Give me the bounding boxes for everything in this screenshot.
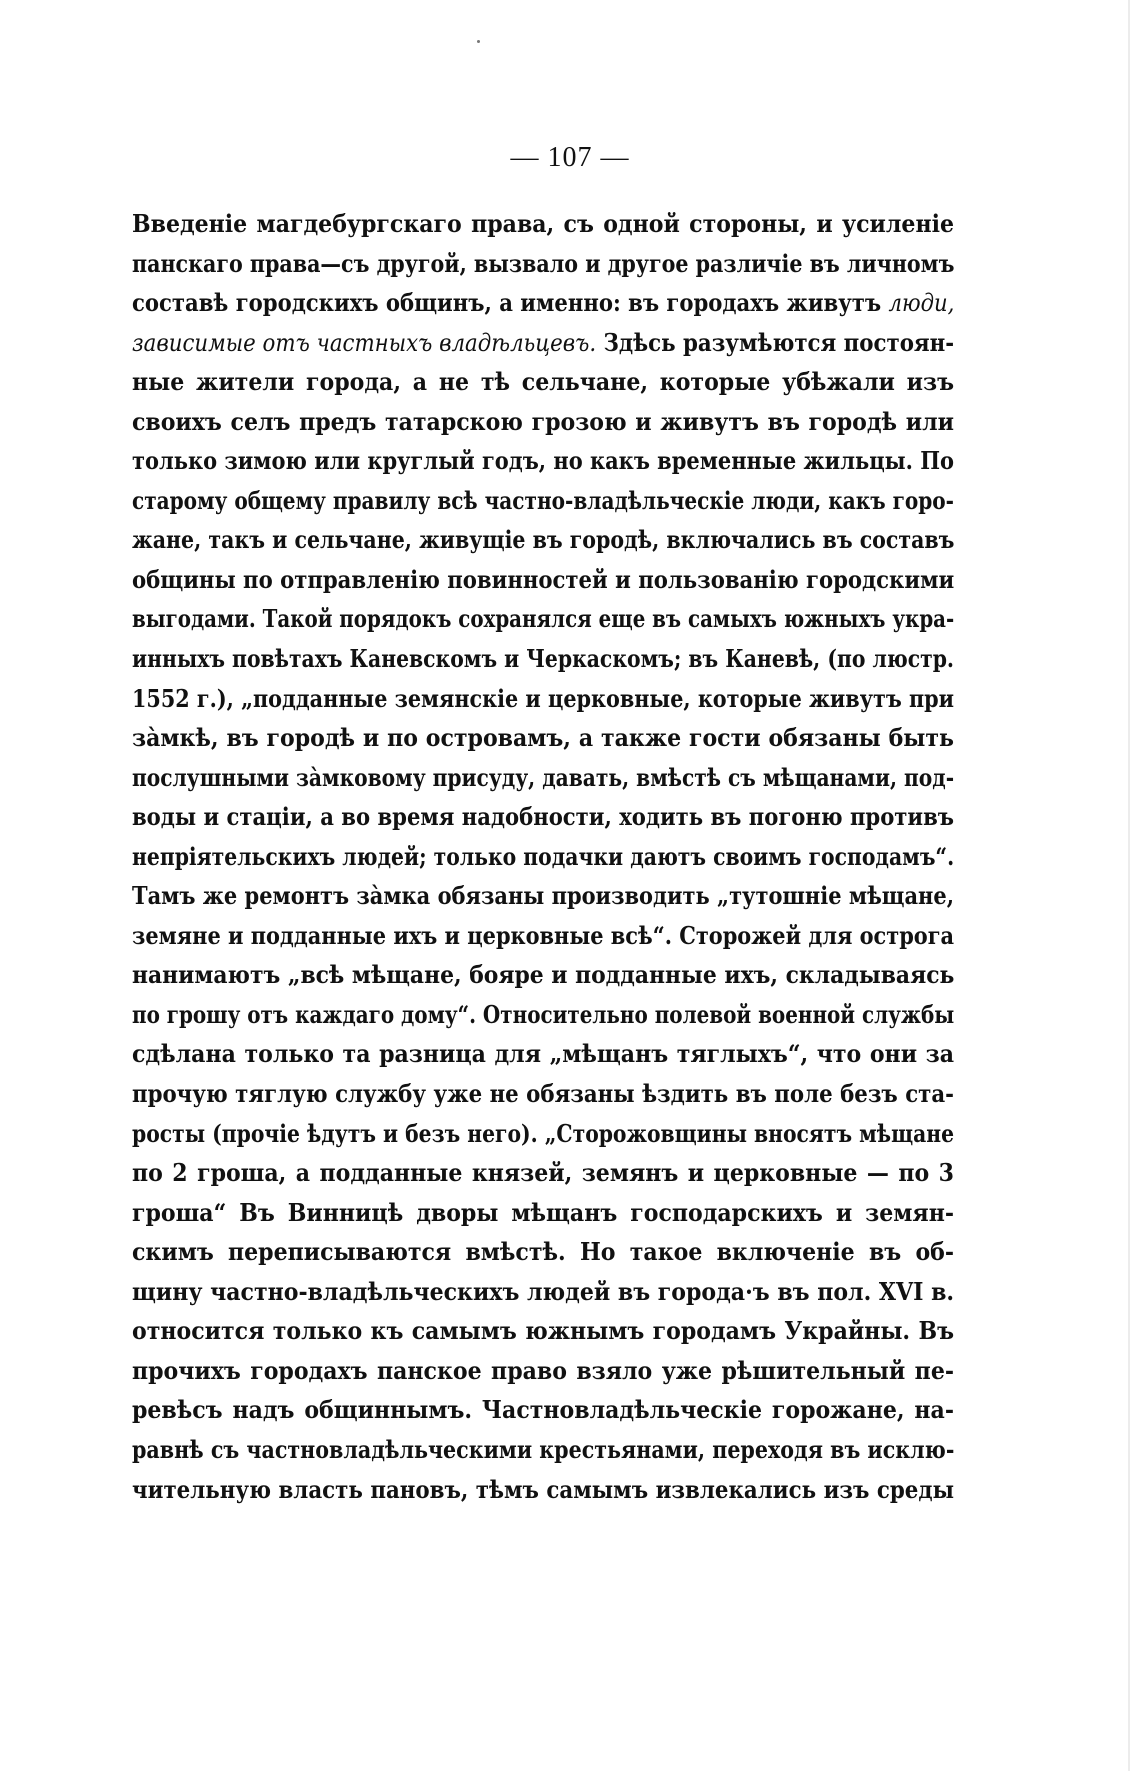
text-line: выгодами. Такой порядокъ сохранялся еще въ самыхъ южныхъ укра-	[132, 604, 955, 634]
text-line: гроша“ Въ Винницѣ дворы мѣщанъ господарскихъ и земян-	[132, 1197, 954, 1227]
body-text	[132, 204, 954, 1509]
text-line: щину частно-владѣльческихъ людей въ города·ъ въ пол. XVI в.	[132, 1276, 955, 1306]
text-line: прочихъ городахъ панское право взяло уже рѣшительный пе-	[132, 1355, 954, 1385]
text-line: скимъ переписываются вмѣстѣ. Но такое включеніе въ об-	[132, 1237, 954, 1267]
text-line: Тамъ же ремонтъ зàмка обязаны производить „тутошніе мѣщане,	[132, 881, 954, 911]
scan-speck	[477, 40, 480, 43]
text-line: своихъ селъ предъ татарскою грозою и живутъ въ городѣ или	[132, 406, 954, 436]
text-line: по грошу отъ каждаго дому“. Относительно полевой военной службы	[132, 999, 955, 1029]
text-line: послушными зàмковому присуду, давать, вмѣстѣ съ мѣщанами, под-	[132, 762, 955, 792]
scan-edge-shadow	[1128, 0, 1130, 1771]
page-number: — 107 —	[510, 142, 630, 173]
text-line: инныхъ повѣтахъ Каневскомъ и Черкаскомъ; въ Каневѣ, (по люстр.	[132, 644, 954, 674]
text-line: зàмкѣ, въ городѣ и по островамъ, а также гости обязаны быть	[132, 723, 954, 753]
text-line: жане, такъ и сельчане, живущіе въ городѣ, включались въ составъ	[132, 525, 955, 555]
text-line: старому общему правилу всѣ частно-владѣльческіе люди, какъ горо-	[132, 485, 954, 515]
text-line: ные жители города, а не тѣ сельчане, которые убѣжали изъ	[132, 367, 954, 397]
text-line: панскаго права—съ другой, вызвало и другое различіе въ личномъ	[132, 248, 955, 278]
text-line: сдѣлана только та разница для „мѣщанъ тяглыхъ“, что они за	[132, 1039, 954, 1069]
text-line: непріятельскихъ людей; только подачки даютъ своимъ господамъ“.	[132, 841, 955, 871]
text-line: прочую тяглую службу уже не обязаны ѣздить въ поле безъ ста-	[132, 1079, 954, 1109]
text-line: земяне и подданные ихъ и церковные всѣ“. Сторожей для острога	[132, 920, 955, 950]
text-line: нанимаютъ „всѣ мѣщане, бояре и подданные ихъ, складываясь	[132, 960, 955, 990]
text-line: воды и стаціи, а во время надобности, ходить въ погоню противъ	[132, 802, 954, 832]
text-line: по 2 гроша, а подданные князей, земянъ и церковные — по 3	[132, 1158, 954, 1188]
italic-phrase: люди,	[888, 288, 955, 318]
text-line: Введеніе магдебургскаго права, съ одной стороны, и усиленіе	[132, 209, 954, 238]
text-line: чительную власть пановъ, тѣмъ самымъ извлекались изъ среды	[132, 1474, 954, 1504]
text-line: росты (прочіе ѣдутъ и безъ него). „Сторожовщины вносятъ мѣщане	[132, 1118, 955, 1148]
text-line: зависимые отъ частныхъ владѣльцевъ. Здѣсь разумѣются постоян-	[132, 327, 955, 357]
text-line: ревѣсъ надъ общиннымъ. Частновладѣльческіе горожане, на-	[132, 1395, 954, 1425]
italic-phrase: зависимые отъ частныхъ владѣльцевъ.	[132, 327, 597, 357]
text-line: только зимою или круглый годъ, но какъ временные жильцы. По	[132, 446, 954, 476]
text-line: 1552 г.), „подданные земянскіе и церковные, которые живутъ при	[132, 683, 954, 713]
text-line: равнѣ съ частновладѣльческими крестьянами, переходя въ исклю-	[132, 1434, 955, 1464]
text-line: относится только къ самымъ южнымъ городамъ Украйны. Въ	[132, 1316, 954, 1346]
text-line: составѣ городскихъ общинъ, а именно: въ городахъ живутъ люди,	[132, 288, 955, 318]
text-line: общины по отправленію повинностей и пользованію городскими	[132, 564, 955, 594]
